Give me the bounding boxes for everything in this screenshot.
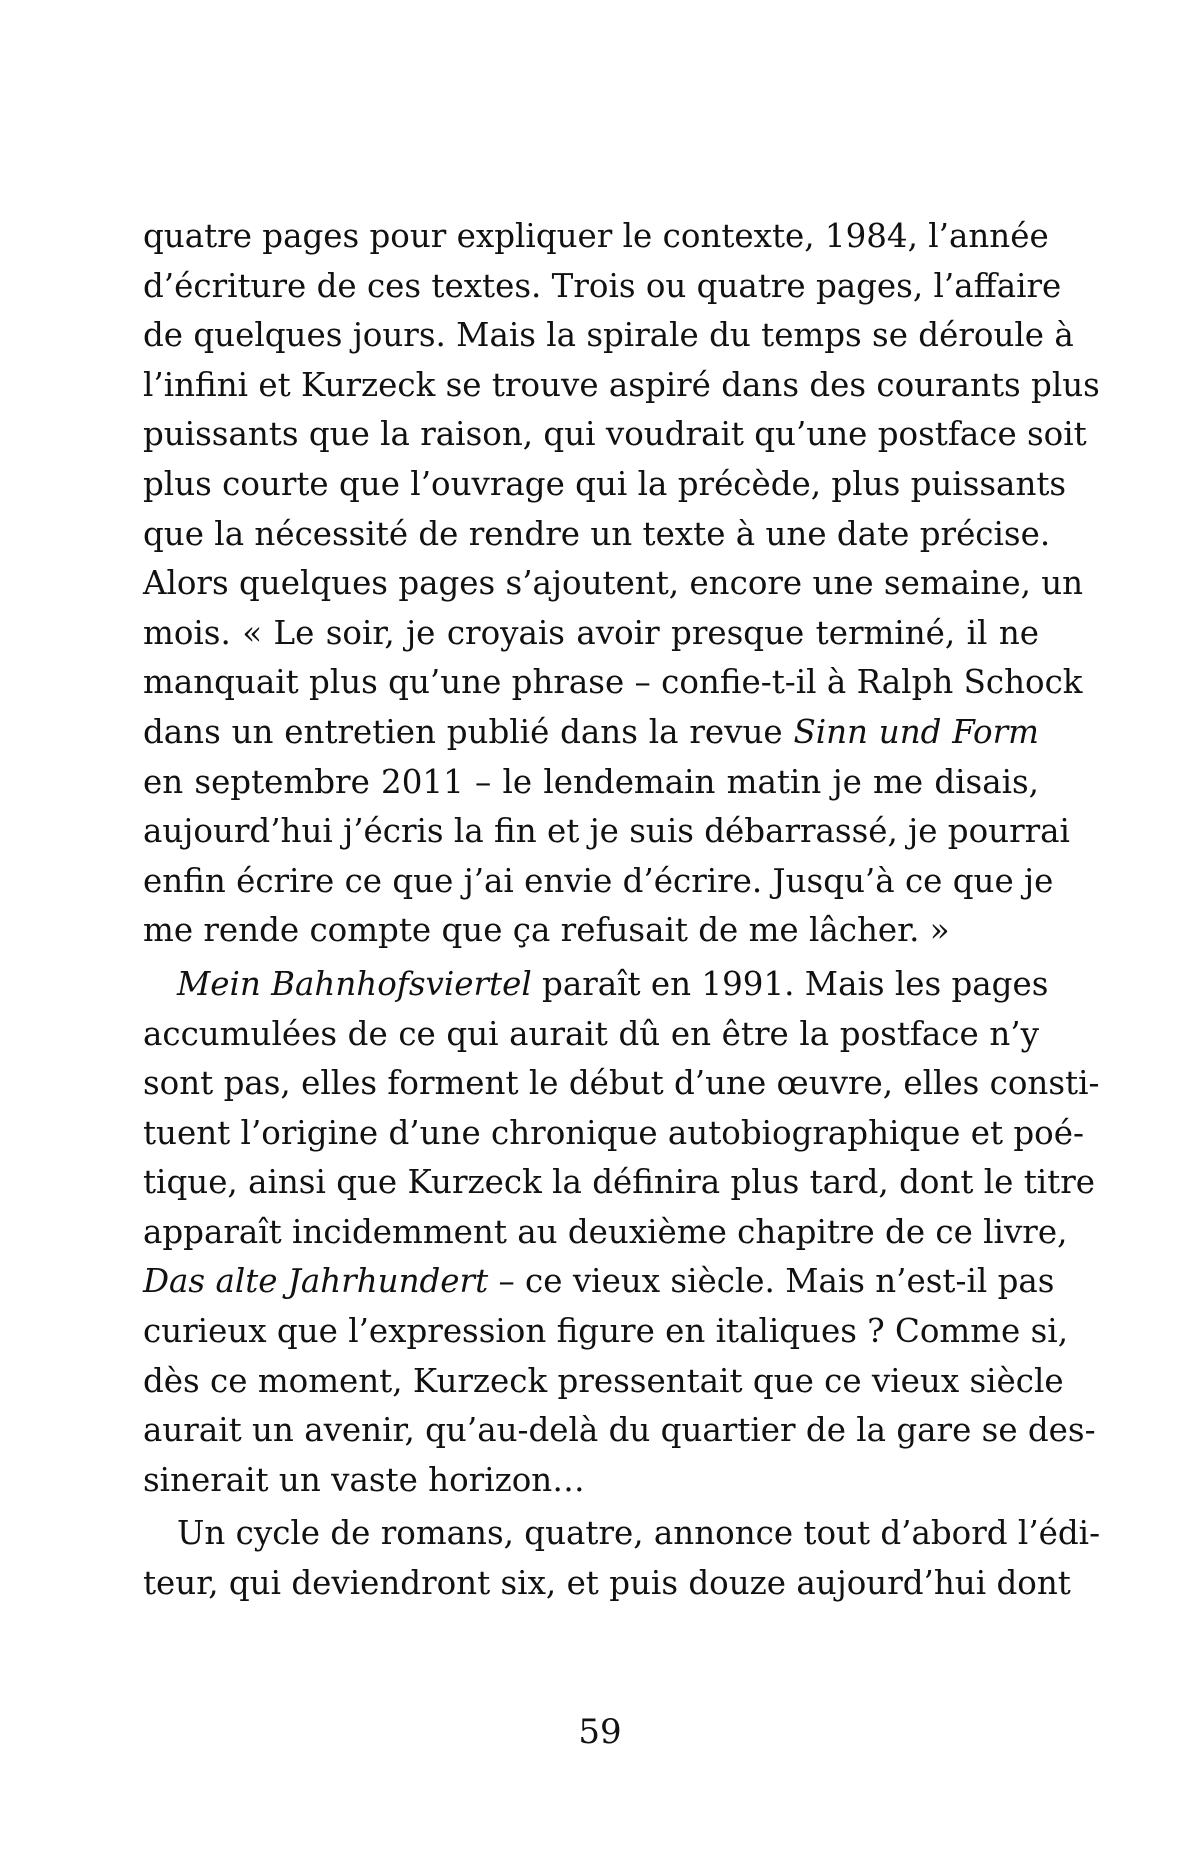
text-segment: tuent l’origine d’une chronique autobiographique et poé-	[143, 1113, 1084, 1152]
text-line	[143, 1010, 1039, 1060]
page-number: 59	[578, 1712, 622, 1752]
text-line	[143, 1257, 1055, 1307]
text-line	[143, 1559, 1071, 1609]
text-segment: sont pas, elles forment le début d’une œuvre, elles consti-	[143, 1064, 1100, 1103]
paragraph	[143, 960, 1100, 1506]
text-line	[143, 807, 1070, 857]
italic-title: Das alte Jahrhundert	[143, 1262, 489, 1301]
text-line	[143, 559, 1084, 609]
paragraph	[143, 1509, 1101, 1608]
text-segment: dès ce moment, Kurzeck pressentait que ce vieux siècle	[143, 1361, 1064, 1400]
text-line	[143, 906, 1039, 956]
text-line	[143, 857, 1054, 907]
text-segment: curieux que l’expression figure en italiques ? Comme si,	[143, 1312, 1069, 1351]
text-segment: apparaît incidemment au deuxième chapitre de ce livre,	[143, 1212, 1068, 1251]
text-segment: me rende compte que ça refusait de me lâcher. »	[143, 911, 950, 950]
text-line	[143, 1357, 1064, 1407]
text-line	[143, 311, 1074, 361]
text-line	[143, 1158, 1096, 1208]
text-segment: sinerait un vaste horizon…	[143, 1460, 585, 1499]
text-line	[143, 1059, 1100, 1109]
text-line	[143, 1109, 1084, 1159]
text-segment: plus courte que l’ouvrage qui la précède, plus puissants	[143, 464, 1067, 503]
text-segment: tique, ainsi que Kurzeck la définira plus tard, dont le titre	[143, 1163, 1096, 1202]
text-line	[143, 361, 1100, 411]
text-segment: teur, qui deviendront six, et puis douze aujourd’hui dont	[143, 1564, 1071, 1603]
text-line	[143, 609, 1039, 659]
text-line	[143, 1307, 1069, 1357]
text-line	[143, 708, 1039, 758]
text-segment: que la nécessité de rendre un texte à une date précise.	[143, 514, 1051, 553]
text-line	[143, 1406, 1096, 1456]
text-segment: mois. « Le soir, je croyais avoir presque terminé, il ne	[143, 613, 1039, 652]
text-line	[143, 410, 1087, 460]
text-segment: dans un entretien publié dans la revue	[143, 712, 794, 751]
text-segment: d’écriture de ces textes. Trois ou quatre pages, l’affaire	[143, 266, 1062, 305]
text-line	[143, 262, 1062, 312]
text-line	[143, 960, 1049, 1010]
text-segment: aurait un avenir, qu’au-delà du quartier de la gare se des-	[143, 1411, 1096, 1450]
text-segment: – ce vieux siècle. Mais n’est-il pas	[488, 1262, 1055, 1301]
text-segment: aujourd’hui j’écris la fin et je suis débarrassé, je pourrai	[143, 812, 1070, 851]
text-segment: puissants que la raison, qui voudrait qu’une postface soit	[143, 415, 1087, 454]
text-line	[143, 758, 1039, 808]
paragraph	[143, 212, 1100, 956]
text-line	[143, 460, 1067, 510]
text-segment: en septembre 2011 – le lendemain matin je me disais,	[143, 762, 1039, 801]
text-segment: manquait plus qu’une phrase – confie-t-il à Ralph Schock	[143, 663, 1083, 702]
text-line	[143, 1208, 1068, 1258]
text-segment: paraît en 1991. Mais les pages	[531, 964, 1049, 1003]
text-line	[143, 658, 1083, 708]
body-text	[143, 212, 1101, 1609]
text-segment: Un cycle de romans, quatre, annonce tout d’abord l’édi-	[177, 1514, 1101, 1553]
text-line	[143, 1456, 1039, 1506]
text-segment: de quelques jours. Mais la spirale du temps se déroule à	[143, 316, 1074, 355]
text-line	[143, 1509, 1101, 1559]
text-segment: Alors quelques pages s’ajoutent, encore une semaine, un	[143, 564, 1084, 603]
italic-title: Mein Bahnhofsviertel	[177, 964, 532, 1003]
italic-title: Sinn und Form	[793, 712, 1039, 751]
text-line	[143, 212, 1049, 262]
text-segment: quatre pages pour expliquer le contexte, 1984, l’année	[143, 217, 1049, 255]
text-segment: enfin écrire ce que j’ai envie d’écrire. Jusqu’à ce que je	[143, 861, 1054, 900]
text-segment: accumulées de ce qui aurait dû en être la postface n’y	[143, 1014, 1039, 1053]
text-segment: l’infini et Kurzeck se trouve aspiré dans des courants plus	[143, 365, 1100, 404]
text-line	[143, 510, 1051, 560]
